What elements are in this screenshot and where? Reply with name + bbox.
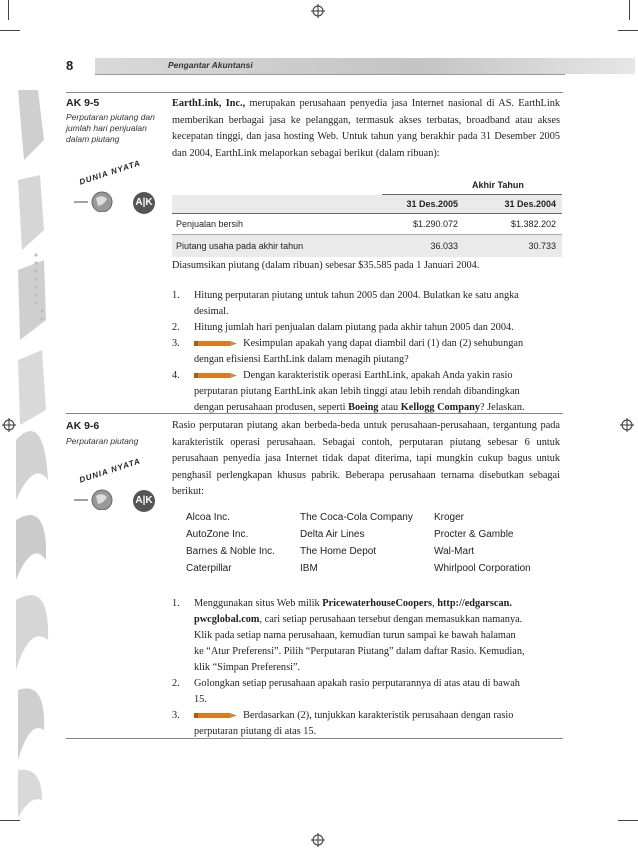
company-name: IBM	[300, 563, 318, 574]
question-item: 3. Kesimpulan apakah yang dapat diambil dari (1) dan (2) sehubungan dengan efisiensi EarthLink dalam menagih piutang?	[172, 338, 524, 365]
company-row	[186, 529, 556, 546]
assumption-text: Diasumsikan piutang (dalam ribuan) sebesar $35.585 pada 1 Januari 2004.	[172, 260, 480, 271]
registration-mark-icon	[311, 833, 325, 847]
company-name: Procter & Gamble	[434, 529, 514, 540]
company-name: Wal-Mart	[434, 546, 475, 557]
crop-mark	[618, 820, 638, 821]
exercise-subtitle: Perputaran piutang	[66, 436, 139, 446]
table-row	[172, 214, 562, 234]
question-item: 4. Dengan karakteristik operasi EarthLink, apakah Anda yakin rasio perputaran piutang EarthLink akan lebih tinggi atau lebih rendah dibandingkan dengan perusahaan produsen, seperti Boeing atau Kellogg Company? Jelaskan.	[172, 370, 525, 413]
badge-label: DUNIA NYATA	[78, 456, 142, 485]
company-name: Caterpillar	[186, 563, 232, 574]
table-cell: 36.033	[430, 241, 458, 251]
question-item: 1. Hitung perputaran piutang untuk tahun 2005 dan 2004. Bulatkan ke satu angka desimal.	[172, 290, 519, 317]
question-item: 3. Berdasarkan (2), tunjukkan karakteristik perusahaan dengan rasio perputaran piutang di atas 15.	[172, 710, 514, 737]
question-list	[172, 288, 562, 416]
exercise-code: AK 9-5	[66, 97, 100, 109]
company-name: The Home Depot	[300, 546, 377, 557]
company-name: The Coca-Cola Company	[300, 512, 413, 523]
running-title: Pengantar Akuntansi	[168, 60, 253, 70]
question-list	[172, 596, 562, 740]
pencil-icon	[194, 371, 238, 380]
company-name: Delta Air Lines	[300, 529, 365, 540]
company-name: Kroger	[434, 512, 465, 523]
section-divider	[66, 413, 563, 414]
header-underline	[95, 74, 565, 75]
page-number: 8	[66, 58, 74, 73]
crop-mark	[8, 0, 9, 20]
table-row	[172, 235, 562, 257]
margin-decoration	[14, 80, 54, 820]
badge-label: DUNIA NYATA	[78, 158, 142, 187]
url-link[interactable]: pwcglobal.com	[194, 614, 260, 625]
company-name: Alcoa Inc.	[186, 512, 230, 523]
pencil-icon	[194, 339, 238, 348]
company-name: EarthLink, Inc.,	[172, 98, 246, 109]
table-col-header: 31 Des.2004	[504, 199, 556, 209]
company-name: AutoZone Inc.	[186, 529, 249, 540]
company-list	[186, 512, 556, 580]
data-table	[172, 176, 562, 257]
table-row-label: Penjualan bersih	[176, 219, 244, 229]
pencil-icon	[194, 711, 238, 720]
exercise-subtitle: Perputaran piutang dan jumlah hari penjualan dalam piutang	[66, 112, 155, 144]
company-row	[186, 512, 556, 529]
section-divider	[66, 738, 563, 739]
company-name: Barnes & Noble Inc.	[186, 546, 275, 557]
question-item: 2. Hitung jumlah hari penjualan dalam piutang pada akhir tahun 2005 dan 2004.	[172, 322, 514, 333]
question-item: 2. Golongkan setiap perusahaan apakah rasio perputarannya di atas atau di bawah 15.	[172, 678, 520, 705]
table-cell: 30.733	[528, 241, 556, 251]
registration-mark-icon	[620, 418, 634, 432]
company-name: Whirlpool Corporation	[434, 563, 531, 574]
aik-badge: A|K	[133, 192, 155, 214]
aik-badge: A|K	[133, 490, 155, 512]
intro-text: merupakan perusahaan penyedia jasa Internet nasional di AS. EarthLink memberikan berbagai jasa ke pelanggan, termasuk akses terbatas, broadband atau akses kecepatan tinggi, dan jasa hosting Web. Untuk tahun yang berakhir pada 31 Desember 2005 dan 2004, EarthLink melaporkan sebagai berikut (dalam ribuan):	[172, 98, 561, 159]
table-group-header: Akhir Tahun	[472, 180, 524, 190]
registration-mark-icon	[311, 4, 325, 18]
exercise-code: AK 9-6	[66, 420, 100, 432]
table-row-label: Piutang usaha pada akhir tahun	[176, 241, 304, 251]
table-col-header: 31 Des.2005	[406, 199, 458, 209]
crop-mark	[0, 820, 20, 821]
crop-mark	[0, 30, 20, 31]
crop-mark	[629, 0, 630, 20]
crop-mark	[618, 30, 638, 31]
url-link[interactable]: http://edgarscan.	[437, 598, 512, 609]
exercise-intro: Rasio perputaran piutang akan berbeda-beda untuk perusahaan-perusahaan, tergantung pada karakteristik operasi perusahaan. Sebagai contoh, perputaran piutang sebesar 6 untuk perusahaan penyedia jasa Internet tidak dapat diterima, tapi mungkin cukup bagus untuk penghasil perlengkapan khusus pabrik. Beberapa perusahaan ternama disebutkan sebagai berikut:	[172, 420, 560, 497]
company-row	[186, 546, 556, 563]
table-cell: $1.382.202	[510, 219, 556, 229]
section-divider	[66, 92, 563, 93]
table-cell: $1.290.072	[412, 219, 458, 229]
exercise-intro	[172, 96, 560, 162]
question-item: 1. Menggunakan situs Web milik PricewaterhouseCoopers, http://edgarscan. pwcglobal.com, cari setiap perusahaan tersebut dengan memasukkan namanya. Klik pada setiap nama perusahaan, kemudian turun sampai ke bawah halaman ke “Atur Preferensi”. Pilih “Perputaran Piutang” dalam daftar Rasio. Kemudian, klik “Simpan Preferensi”.	[172, 598, 525, 673]
company-row	[186, 563, 556, 580]
